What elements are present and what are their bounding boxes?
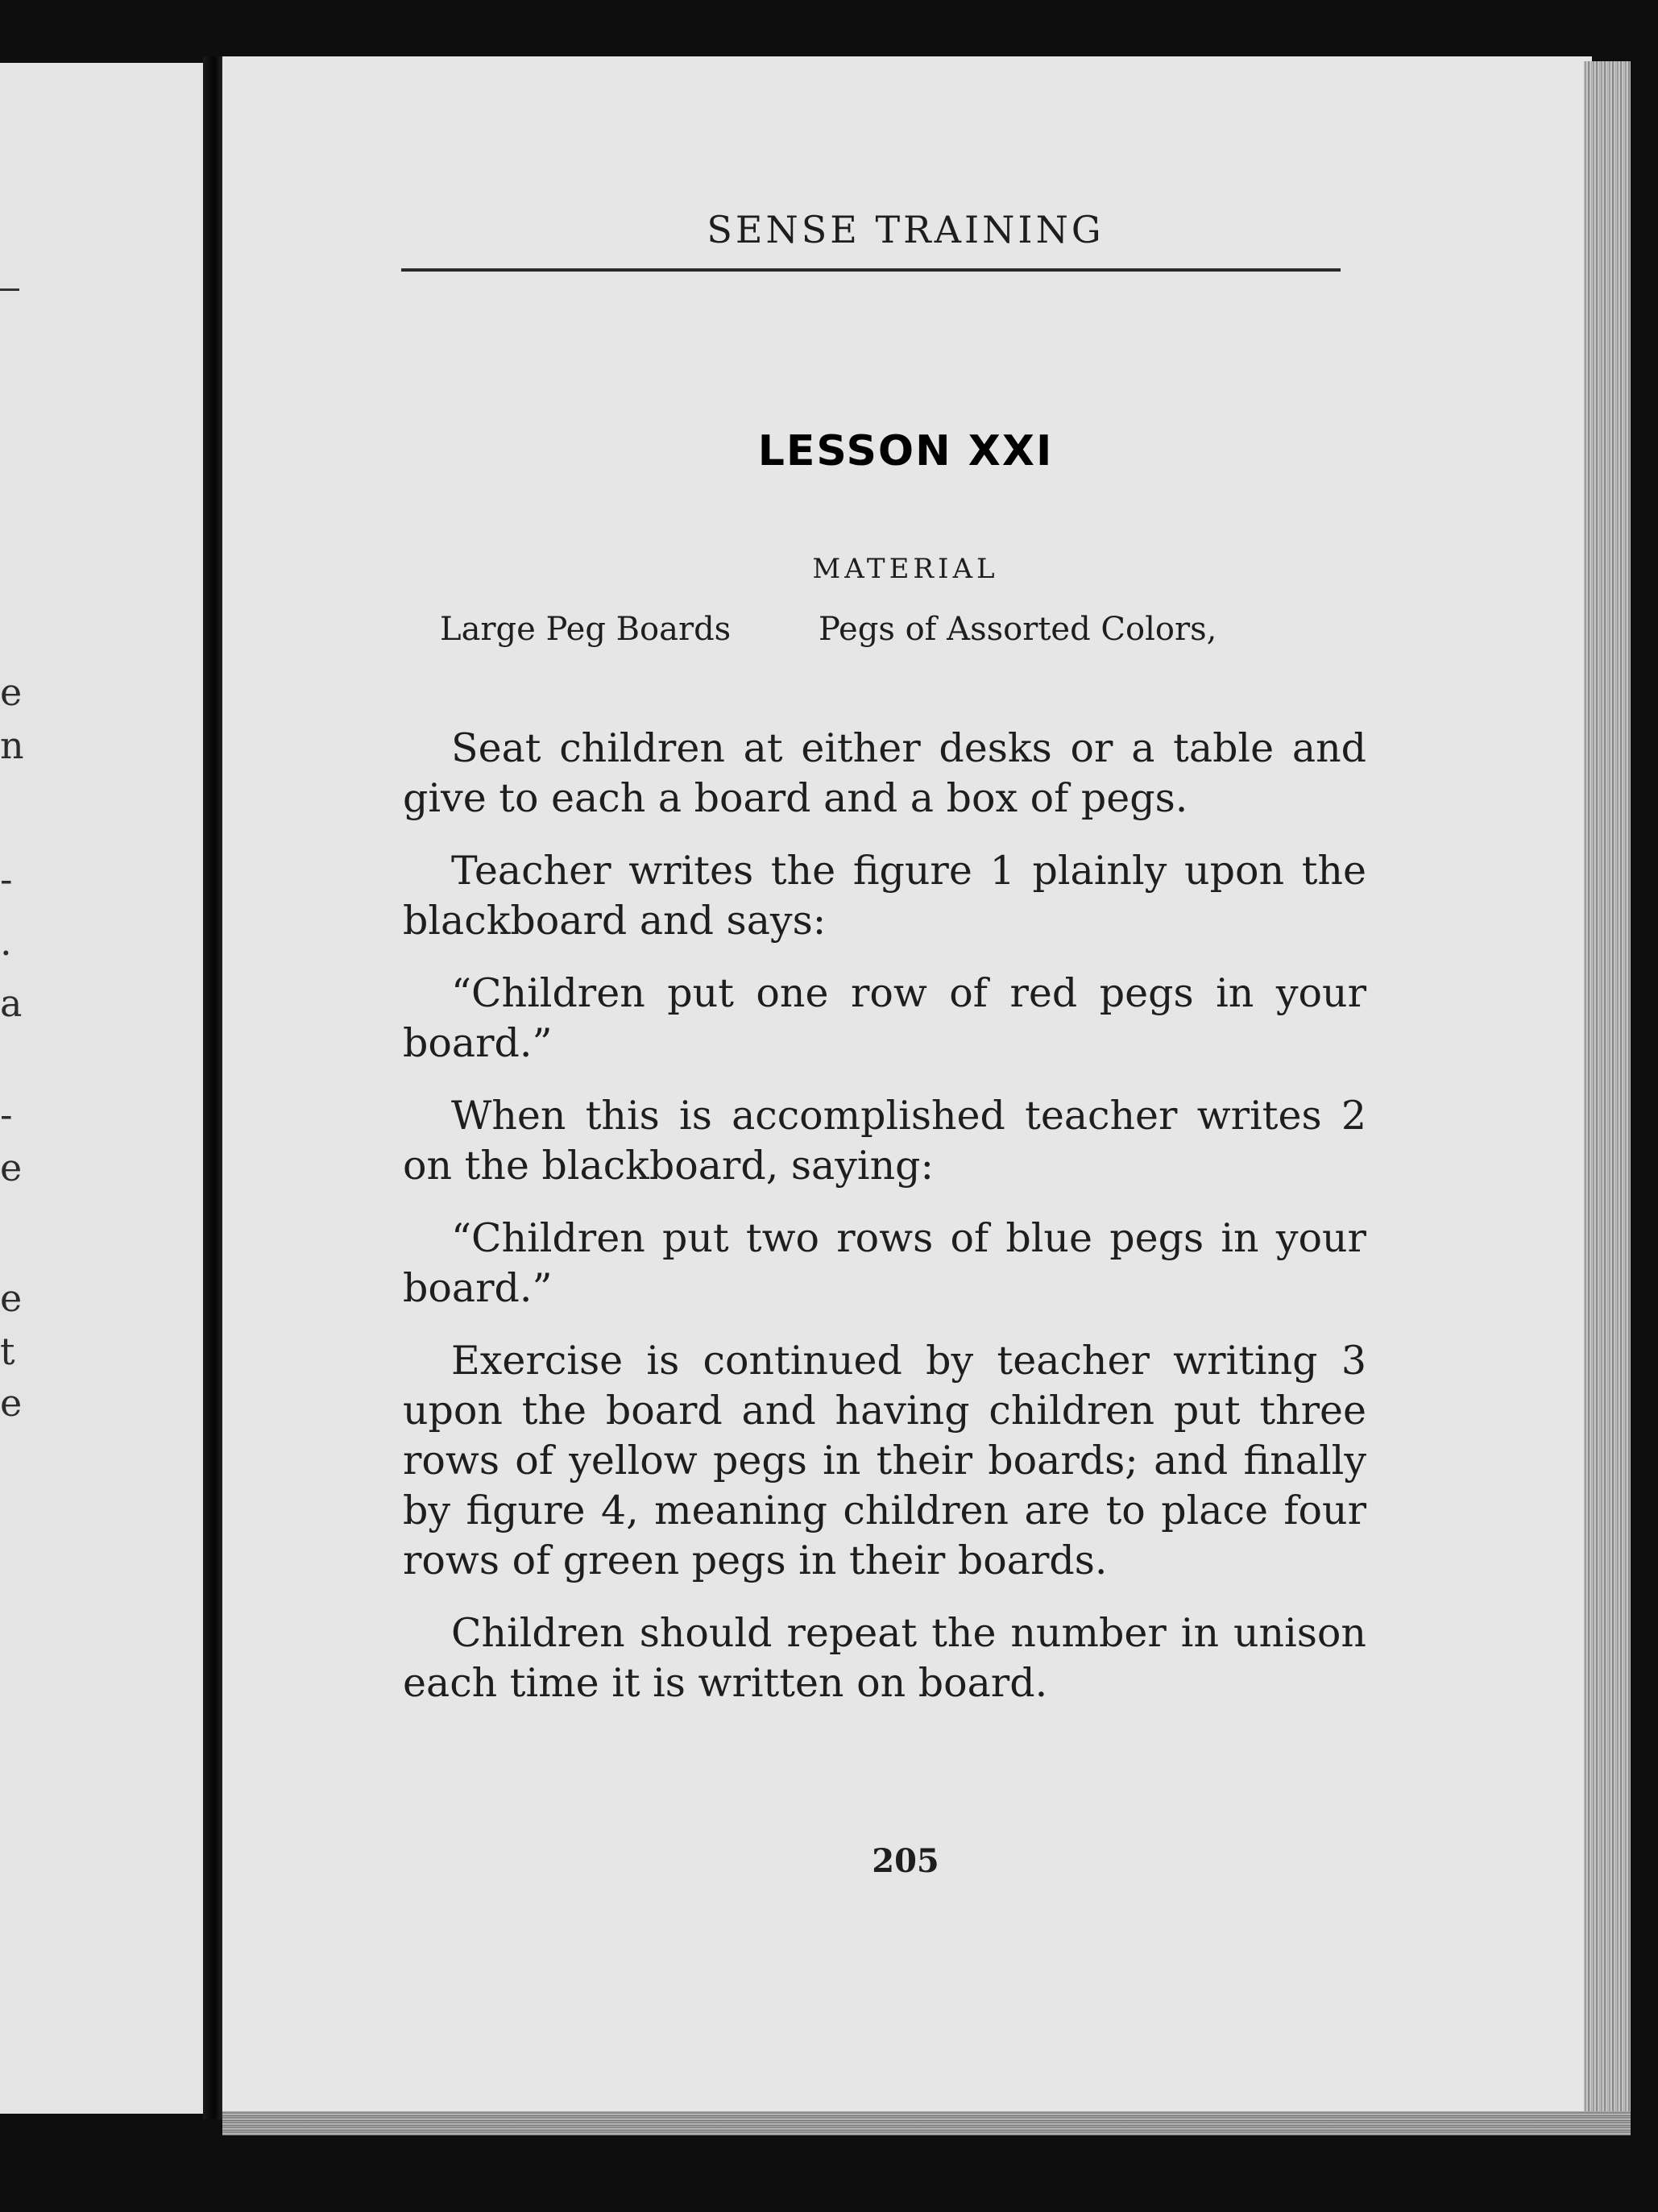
- paragraph: Children should repeat the number in unison each time it is written on board.: [403, 1610, 1366, 1706]
- material-heading: MATERIAL: [812, 553, 999, 585]
- running-head: SENSE TRAINING: [707, 208, 1105, 251]
- material-item: Pegs of Assorted Colors,: [818, 611, 1217, 648]
- left-page-fragment: -: [0, 1093, 13, 1136]
- paragraph: “Children put two rows of blue pegs in your board.”: [403, 1215, 1366, 1311]
- left-page-fragment: -: [0, 857, 13, 901]
- left-page-fragment: .: [0, 920, 12, 964]
- left-page-fragment: e: [0, 1381, 23, 1425]
- left-page-fragment: e: [0, 1146, 23, 1189]
- paragraph: When this is accomplished teacher writes 2 on the blackboard, saying:: [403, 1093, 1366, 1189]
- left-facing-page: [0, 63, 203, 2114]
- paragraph: Exercise is continued by teacher writing 3 upon the board and having children put three rows of yellow pegs in their boards; and finally by figure 4, meaning children are to place four rows of green pegs in their boards.: [403, 1338, 1366, 1583]
- material-list: [440, 611, 1487, 648]
- left-page-fragment: t: [0, 1330, 15, 1373]
- left-page-fragment: a: [0, 981, 23, 1025]
- paragraph: Seat children at either desks or a table and give to each a board and a box of pegs.: [403, 725, 1366, 821]
- left-page-fragment: e: [0, 670, 23, 714]
- material-item: Large Peg Boards: [440, 611, 732, 648]
- page-edge-stack: [1584, 61, 1631, 2124]
- left-page-rule: [0, 288, 19, 291]
- page-number: 205: [872, 1842, 939, 1880]
- paragraph: Teacher writes the figure 1 plainly upon the blackboard and says:: [403, 848, 1366, 944]
- left-page-fragment: n: [0, 724, 24, 767]
- paragraph: “Children put one row of red pegs in your board.”: [403, 970, 1366, 1066]
- lesson-body: [403, 724, 1366, 1731]
- lesson-title: LESSON XXI: [757, 427, 1054, 475]
- left-page-fragment: e: [0, 1276, 23, 1320]
- header-rule: [401, 268, 1341, 272]
- book-gutter: [203, 56, 222, 2119]
- bottom-page-edge: [222, 2111, 1631, 2135]
